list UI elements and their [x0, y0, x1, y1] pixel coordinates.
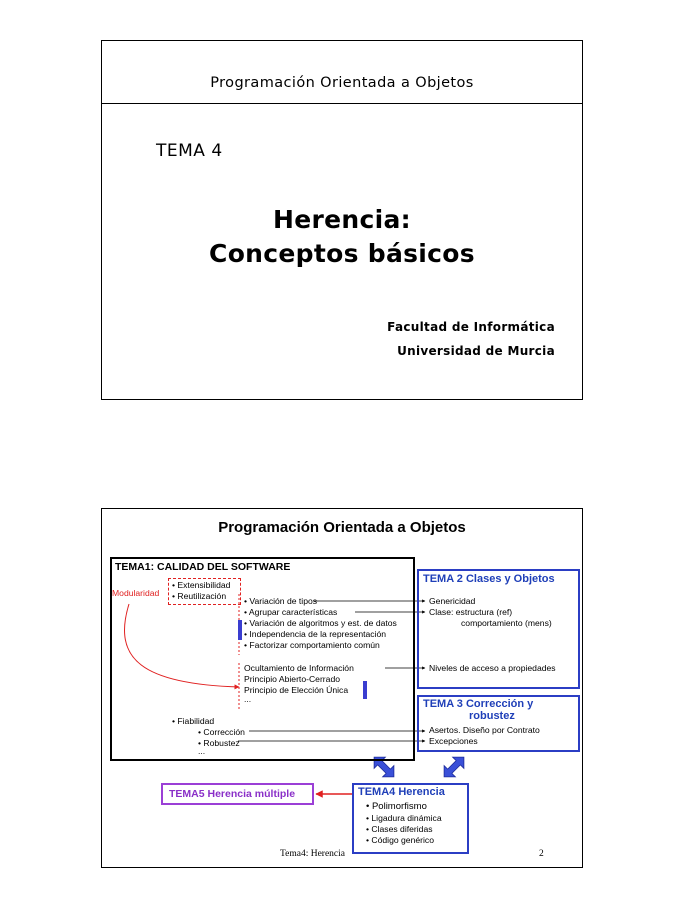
- tema2-item: Clase: estructura (ref): [429, 607, 513, 617]
- list1-item: • Variación de tipos: [244, 596, 318, 606]
- reutilizacion: • Reutilización: [172, 591, 227, 601]
- fiabilidad: • Fiabilidad: [172, 716, 215, 726]
- list2-item: ...: [244, 694, 252, 704]
- extensibilidad: • Extensibilidad: [172, 580, 231, 590]
- slide-2: [101, 508, 583, 868]
- tema4-item: • Clases diferidas: [366, 824, 433, 834]
- list1-item: • Independencia de la representación: [244, 629, 387, 639]
- modularidad-label: Modularidad: [112, 588, 160, 598]
- dashed-box: [168, 578, 241, 605]
- list1-item: • Agrupar características: [244, 607, 338, 617]
- tema2-title: TEMA 2 Clases y Objetos: [423, 573, 555, 585]
- tema3-title-2: robustez: [469, 710, 515, 722]
- slide-footer: Tema4: Herencia: [280, 849, 346, 859]
- tema5-title: TEMA5 Herencia múltiple: [169, 788, 296, 800]
- ellipsis: ...: [198, 746, 206, 756]
- tema4-title: TEMA4 Herencia: [358, 786, 445, 798]
- slide-2-title: Programación Orientada a Objetos: [218, 519, 466, 536]
- title-line-1: Herencia:: [273, 205, 411, 234]
- title-line-2: Conceptos básicos: [209, 239, 475, 268]
- blue-bar: [238, 620, 242, 640]
- slide-1: [101, 40, 583, 400]
- tema5-box: [161, 783, 314, 805]
- tema1-title: TEMA1: CALIDAD DEL SOFTWARE: [115, 561, 291, 573]
- slide-1-header-text: Programación Orientada a Objetos: [210, 75, 474, 91]
- slide-1-header: [102, 41, 582, 104]
- tema2-item: comportamiento (mens): [461, 618, 552, 628]
- list1-item: • Variación de algoritmos y est. de datos: [244, 618, 397, 628]
- blue-bar: [363, 681, 367, 699]
- tema3-box: [417, 695, 580, 752]
- faculty-text: Facultad de Informática: [387, 320, 555, 334]
- tema4-item: • Ligadura dinámica: [366, 813, 442, 823]
- robustez: • Robustez: [198, 738, 240, 748]
- tema4-box: [352, 783, 469, 854]
- niveles-acceso: Niveles de acceso a propiedades: [429, 663, 556, 673]
- tema3-item: Excepciones: [429, 736, 478, 746]
- double-arrow-right: [438, 751, 469, 782]
- tema2-item: Genericidad: [429, 596, 476, 606]
- list2-item: Ocultamiento de Información: [244, 663, 354, 673]
- tema1-box: [110, 557, 415, 761]
- tema3-title-1: TEMA 3 Corrección y: [423, 698, 534, 710]
- tema3-item: Asertos. Diseño por Contrato: [429, 725, 540, 735]
- correccion: • Corrección: [198, 727, 245, 737]
- tema-label: TEMA 4: [156, 141, 223, 161]
- university-text: Universidad de Murcia: [397, 344, 555, 358]
- list2-item: Principio Abierto-Cerrado: [244, 674, 341, 684]
- tema4-item: • Código genérico: [366, 835, 434, 845]
- list1-item: • Factorizar comportamiento común: [244, 640, 380, 650]
- tema2-box: [417, 569, 580, 689]
- list2-item: Principio de Elección Única: [244, 685, 349, 695]
- page-number: 2: [539, 849, 544, 859]
- tema4-item: • Polimorfismo: [366, 801, 427, 812]
